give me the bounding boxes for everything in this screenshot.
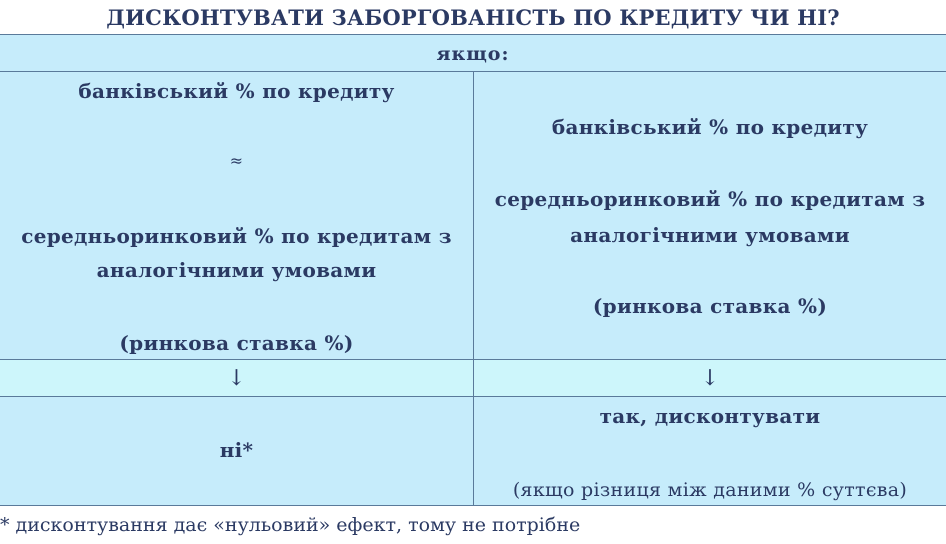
left-market-rate-line1: середньоринковий % по кредитам з: [21, 224, 452, 248]
left-result: ні*: [219, 438, 254, 462]
right-market-rate-line2: аналогічними умовами: [570, 223, 850, 247]
right-market-rate-line1: середньоринковий % по кредитам з: [494, 187, 926, 211]
left-market-rate-note: (ринкова ставка %): [119, 331, 354, 355]
right-result-cell: [474, 397, 946, 505]
left-result-cell: [0, 397, 474, 505]
left-bank-rate: банківський % по кредиту: [78, 79, 395, 103]
results-row: [0, 397, 946, 506]
right-bank-rate: банківський % по кредиту: [551, 115, 869, 139]
conditions-row: [0, 72, 946, 360]
right-condition-cell: [474, 72, 946, 359]
page-title: ДИСКОНТУВАТИ ЗАБОРГОВАНІСТЬ ПО КРЕДИТУ ЧИ НІ?: [0, 0, 946, 34]
left-down-arrow-icon: ↓: [0, 360, 474, 396]
left-approx-sign: ≈: [229, 151, 244, 170]
footnote: * дисконтування дає «нульовий» ефект, тому не потрібне: [0, 506, 946, 540]
left-market-rate-line2: аналогічними умовами: [96, 258, 377, 282]
right-market-rate-note: (ринкова ставка %): [592, 294, 828, 318]
arrows-row: [0, 360, 946, 397]
right-down-arrow-icon: ↓: [700, 366, 720, 391]
condition-header: якщо:: [0, 34, 946, 72]
right-result: так, дисконтувати: [599, 404, 821, 428]
right-result-note: (якщо різниця між даними % суттєва): [512, 479, 908, 501]
left-condition-cell: [0, 72, 474, 359]
